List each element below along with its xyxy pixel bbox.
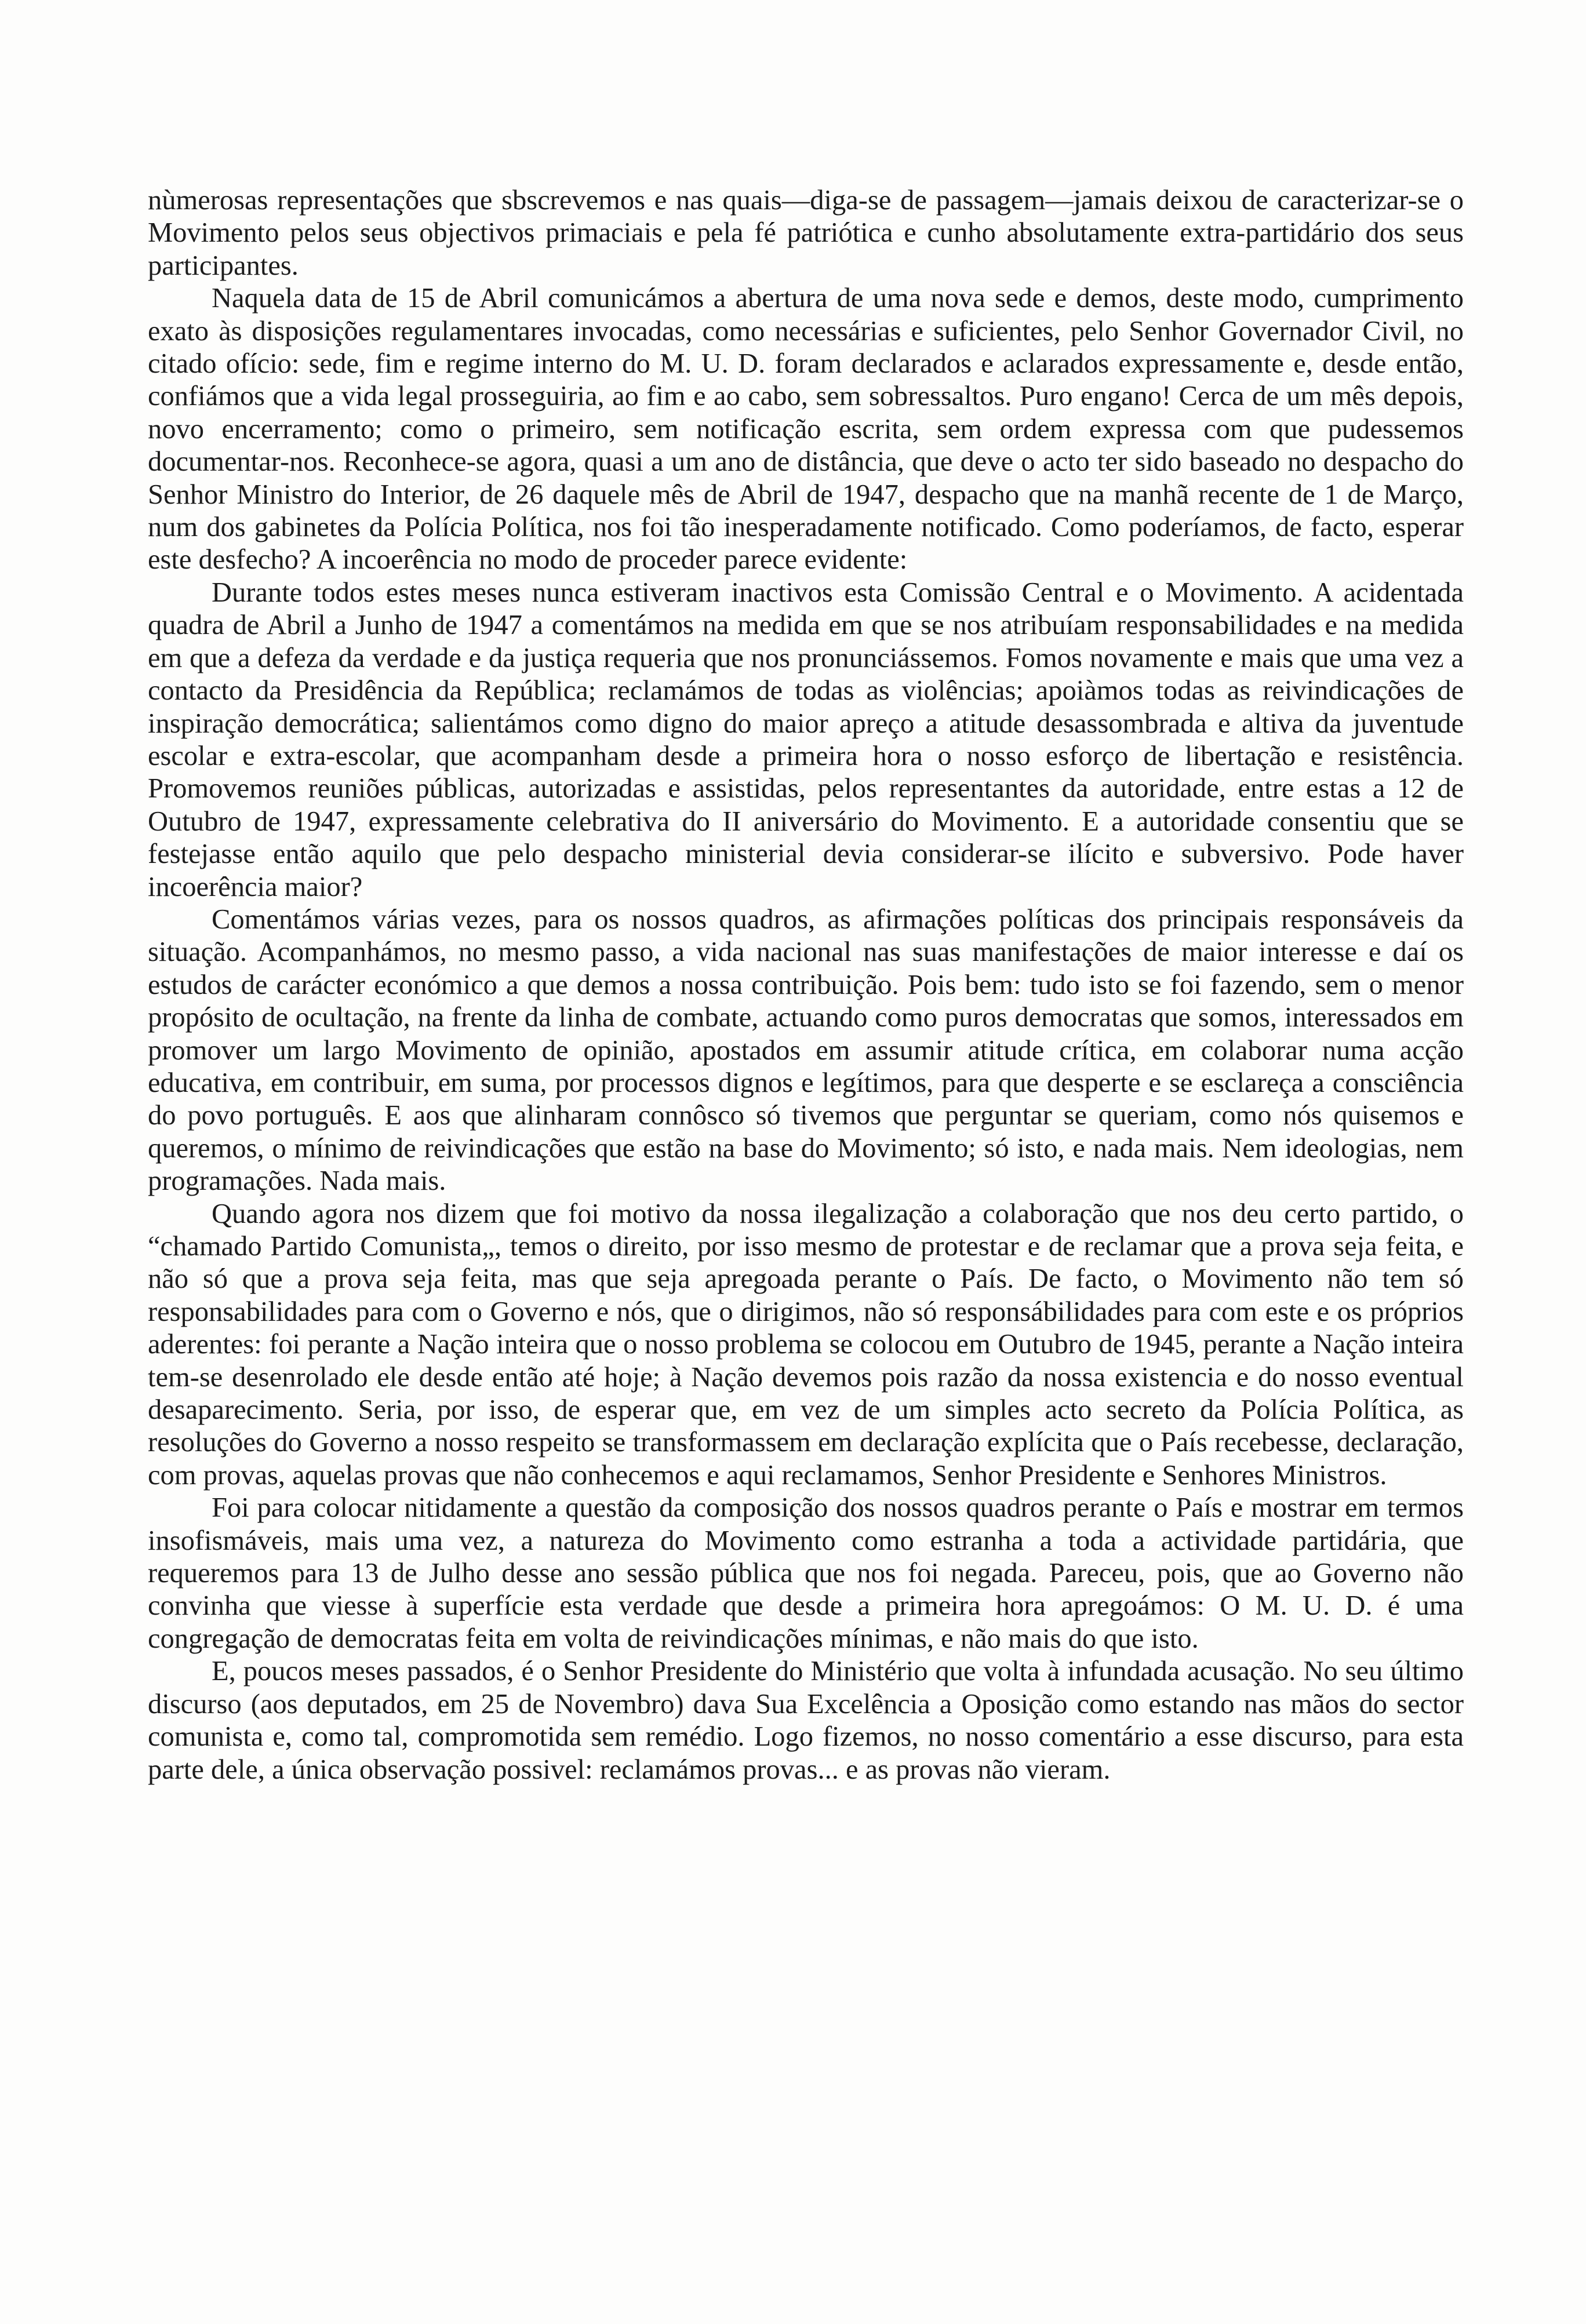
paragraph-4: Comentámos várias vezes, para os nossos quadros, as afirmações políticas dos principais responsáveis da situação. Acompanhámos, no mesmo passo, a vida nacional nas suas manifestações de maior interesse e daí os estudos de carácter económico a que demos a nossa contribuição. Pois bem: tudo isto se foi fazendo, sem o menor propósito de ocultação, na frente da linha de combate, actuando como puros democratas que somos, interessados em promover um largo Movimento de opinião, apostados em assumir atitude crítica, em colaborar numa acção educativa, em contribuir, em suma, por processos dignos e legítimos, para que desperte e se esclareça a consciência do povo português. E aos que alinharam connôsco só tivemos que perguntar se queriam, como nós quisemos e queremos, o mínimo de reivindicações que estão na base do Movimento; só isto, e nada mais. Nem ideologias, nem programações. Nada mais. xyxy=(148,904,1464,1197)
paragraph-7: E, poucos meses passados, é o Senhor Presidente do Ministério que volta à infundada acusação. No seu último discurso (aos deputados, em 25 de Novembro) dava Sua Excelência a Oposição como estando nas mãos do sector comunista e, como tal, compromotida sem remédio. Logo fizemos, no nosso comentário a esse discurso, para esta parte dele, a única observação possivel: reclamámos provas... e as provas não vieram. xyxy=(148,1656,1464,1785)
body-text xyxy=(148,184,1464,1786)
paragraph-5: Quando agora nos dizem que foi motivo da nossa ilegalização a colaboração que nos deu certo partido, o “chamado Partido Comunista„, temos o direito, por isso mesmo de protestar e de reclamar que a prova seja feita, e não só que a prova seja feita, mas que seja apregoada perante o País. De facto, o Movimento não tem só responsabilidades para com o Governo e nós, que o dirigimos, não só responsábilidades para com este e os próprios aderentes: foi perante a Nação inteira que o nosso problema se colocou em Outubro de 1945, perante a Nação inteira tem-se desenrolado ele desde então até hoje; à Nação devemos pois razão da nossa existencia e do nosso eventual desaparecimento. Seria, por isso, de esperar que, em vez de um simples acto secreto da Polícia Política, as resoluções do Governo a nosso respeito se transformassem em declaração explícita que o País recebesse, declaração, com provas, aquelas provas que não conhecemos e aqui reclamamos, Senhor Presidente e Senhores Ministros. xyxy=(148,1198,1464,1491)
paragraph-2: Naquela data de 15 de Abril comunicámos a abertura de uma nova sede e demos, deste modo, cumprimento exato às disposições regulamentares invocadas, como necessárias e suficientes, pelo Senhor Governador Civil, no citado ofício: sede, fim e regime interno do M. U. D. foram declarados e aclarados expressamente e, desde então, confiámos que a vida legal prosseguiria, ao fim e ao cabo, sem sobressaltos. Puro engano! Cerca de um mês depois, novo encerramento; como o primeiro, sem notificação escrita, sem ordem expressa com que pudessemos documentar-nos. Reconhece-se agora, quasi a um ano de distância, que deve o acto ter sido baseado no despacho do Senhor Ministro do Interior, de 26 daquele mês de Abril de 1947, despacho que na manhã recente de 1 de Março, num dos gabinetes da Polícia Política, nos foi tão inesperadamente notificado. Como poderíamos, de facto, esperar este desfecho? A incoerência no modo de proceder parece evidente: xyxy=(148,283,1464,575)
paragraph-3: Durante todos estes meses nunca estiveram inactivos esta Comissão Central e o Movimento. A acidentada quadra de Abril a Junho de 1947 a comentámos na medida em que se nos atribuíam responsabilidades e na medida em que a defeza da verdade e da justiça requeria que nos pronunciássemos. Fomos novamente e mais que uma vez a contacto da Presidência da República; reclamámos de todas as violências; apoiàmos todas as reivindicações de inspiração democrática; salientámos como digno do maior apreço a atitude desassombrada e altiva da juventude escolar e extra-escolar, que acompanham desde a primeira hora o nosso esforço de libertação e resistência. Promovemos reuniões públicas, autorizadas e assistidas, pelos representantes da autoridade, entre estas a 12 de Outubro de 1947, expressamente celebrativa do II aniversário do Movimento. E a autoridade consentiu que se festejasse então aquilo que pelo despacho ministerial devia considerar-se ilícito e subversivo. Pode haver incoerência maior? xyxy=(148,577,1464,902)
paragraph-1: nùmerosas representações que sbscrevemos e nas quais—diga-se de passagem—jamais deixou de caracterizar-se o Movimento pelos seus objectivos primaciais e pela fé patriótica e cunho absolutamente extra-partidário dos seus participantes. xyxy=(148,185,1464,281)
paragraph-6: Foi para colocar nitidamente a questão da composição dos nossos quadros perante o País e mostrar em termos insofismáveis, mais uma vez, a natureza do Movimento como estranha a toda a actividade partidária, que requeremos para 13 de Julho desse ano sessão pública que nos foi negada. Pareceu, pois, que ao Governo não convinha que viesse à superfície esta verdade que desde a primeira hora apregoámos: O M. U. D. é uma congregação de democratas feita em volta de reivindicações mínimas, e não mais do que isto. xyxy=(148,1492,1464,1654)
